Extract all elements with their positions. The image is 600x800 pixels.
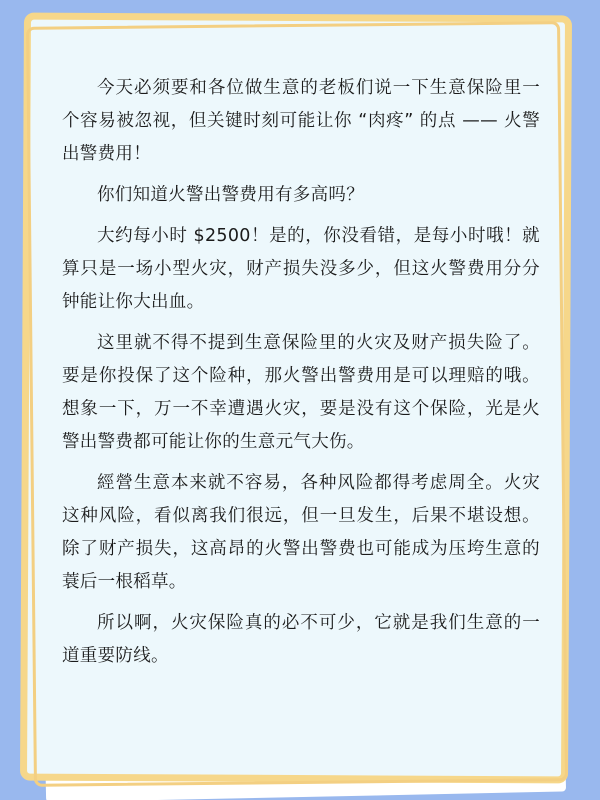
paragraph-risk: 經營生意本来就不容易，各种风险都得考虑周全。火灾这种风险，看似离我们很远，但一旦发生，后果不堪设想。除了财产损失，这高昂的火警出警费也可能成为压垮生意的蓑后一根稻草。: [62, 473, 540, 592]
paragraph-question: 你们知道火警出警费用有多高吗？: [97, 185, 364, 205]
paragraph-conclusion: 所以啊，火灾保险真的必不可少，它就是我们生意的一道重要防线。: [62, 613, 540, 666]
article-body: [62, 72, 540, 681]
paragraph-insurance: 这里就不得不提到生意保险里的火灾及财产损失险了。要是你投保了这个险种，那火警出警费用是可以理赔的哦。想象一下，万一不幸遭遇火灾，要是没有这个保险，光是火警出警费都可能让你的生意元气大伤。: [62, 333, 540, 452]
paragraph-intro: 今天必须要和各位做生意的老板们说一下生意保险里一个容易被忽视，但关键时刻可能让你 “肉疼” 的点 —— 火警出警费用！: [62, 78, 540, 164]
paragraph-cost: 大约每小时 $2500！是的，你没看错，是每小时哦！就算只是一场小型火灾，财产损失没多少，但这火警费用分分钟能让你大出血。: [62, 226, 540, 312]
